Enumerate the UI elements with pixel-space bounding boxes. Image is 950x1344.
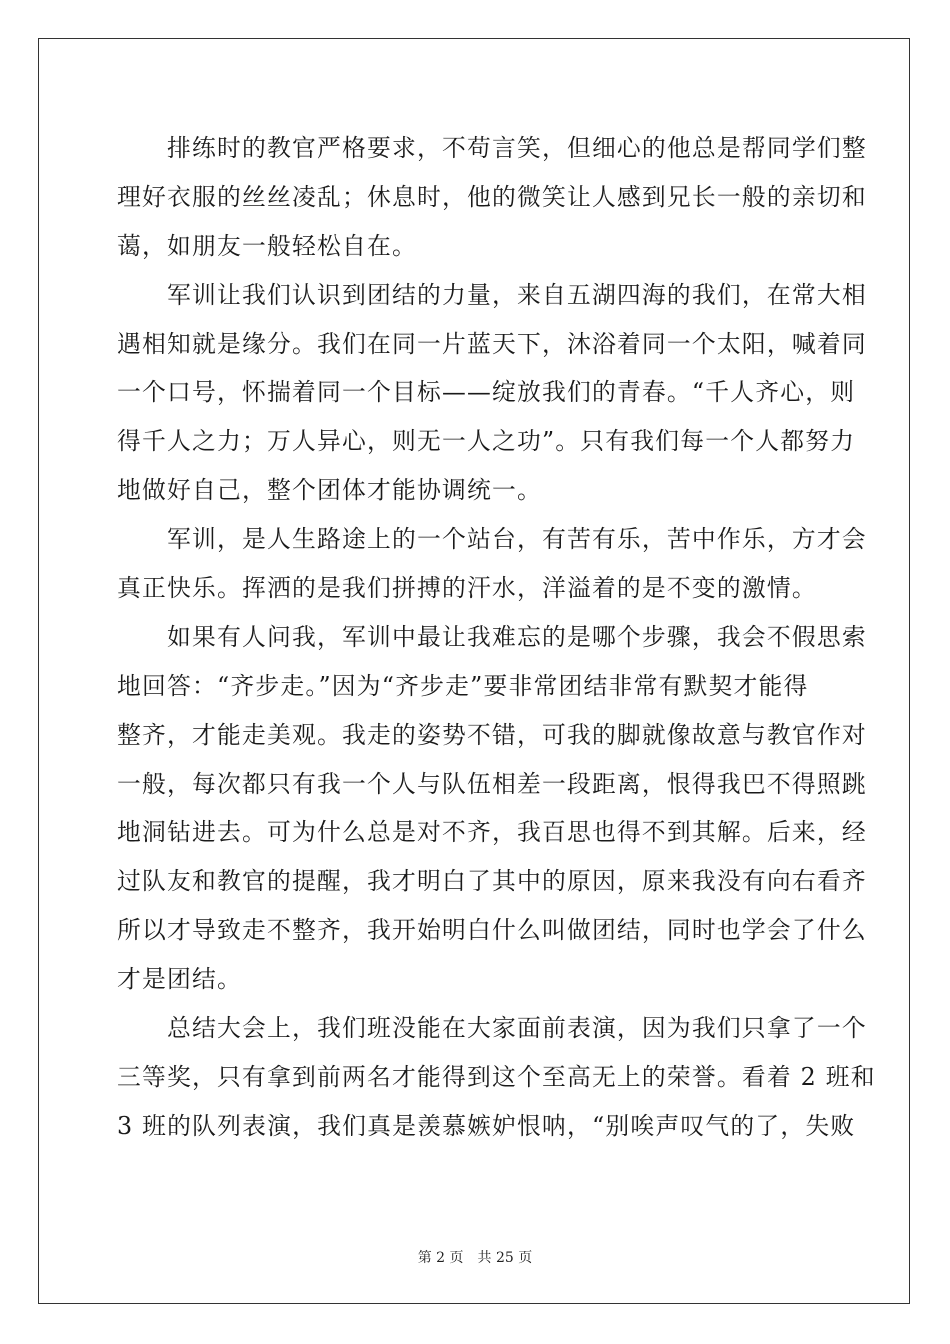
text-line: 才是团结。 bbox=[117, 965, 242, 994]
paragraph-3 bbox=[117, 515, 867, 613]
text-line: 遇相知就是缘分。我们在同一片蓝天下，沐浴着同一个太阳，喊着同 bbox=[117, 329, 867, 358]
paragraph-2 bbox=[117, 271, 867, 515]
text-line: 军训，是人生路途上的一个站台，有苦有乐，苦中作乐，方才会 bbox=[117, 525, 867, 554]
text-line: 军训让我们认识到团结的力量，来自五湖四海的我们，在常大相 bbox=[117, 280, 867, 309]
text-line: 过队友和教官的提醒，我才明白了其中的原因，原来我没有向右看齐 bbox=[117, 867, 867, 896]
text-line: 得千人之力；万人异心，则无一人之功”。只有我们每一个人都努力 bbox=[117, 427, 856, 456]
text-line: 所以才导致走不整齐，我开始明白什么叫做团结，同时也学会了什么 bbox=[117, 916, 867, 945]
text-line: 整齐，才能走美观。我走的姿势不错，可我的脚就像故意与教官作对 bbox=[117, 720, 867, 749]
text-line: 蔼，如朋友一般轻松自在。 bbox=[117, 231, 417, 260]
text-line: 真正快乐。挥洒的是我们拼搏的汗水，洋溢着的是不变的激情。 bbox=[117, 574, 817, 603]
document-body bbox=[117, 124, 876, 1151]
text-line: 地洞钻进去。可为什么总是对不齐，我百思也得不到其解。后来，经 bbox=[117, 818, 867, 847]
paragraph-1 bbox=[117, 124, 867, 271]
text-line: 地回答：“齐步走。”因为“齐步走”要非常团结非常有默契才能得 bbox=[117, 671, 809, 700]
paragraph-4 bbox=[117, 613, 867, 1004]
page-number: 第 2 页 共 25 页 bbox=[417, 1250, 533, 1266]
text-line: 理好衣服的丝丝凌乱；休息时，他的微笑让人感到兄长一般的亲切和 bbox=[117, 182, 867, 211]
text-line: 一个口号，怀揣着同一个目标——绽放我们的青春。“千人齐心，则 bbox=[117, 378, 856, 407]
text-line: 排练时的教官严格要求，不苟言笑，但细心的他总是帮同学们整 bbox=[117, 134, 867, 162]
text-line: 3 班的队列表演，我们真是羡慕嫉妒恨呐，“别唉声叹气的了，失败 bbox=[117, 1111, 856, 1140]
text-line: 一般，每次都只有我一个人与队伍相差一段距离，恨得我巴不得照跳 bbox=[117, 769, 867, 798]
text-line: 总结大会上，我们班没能在大家面前表演，因为我们只拿了一个 bbox=[117, 1014, 867, 1043]
text-line: 地做好自己，整个团体才能协调统一。 bbox=[117, 476, 542, 505]
text-line: 如果有人问我，军训中最让我难忘的是哪个步骤，我会不假思索 bbox=[117, 622, 867, 651]
text-line: 三等奖，只有拿到前两名才能得到这个至高无上的荣誉。看着 2 班和 bbox=[117, 1062, 876, 1091]
paragraph-5 bbox=[117, 1004, 876, 1151]
